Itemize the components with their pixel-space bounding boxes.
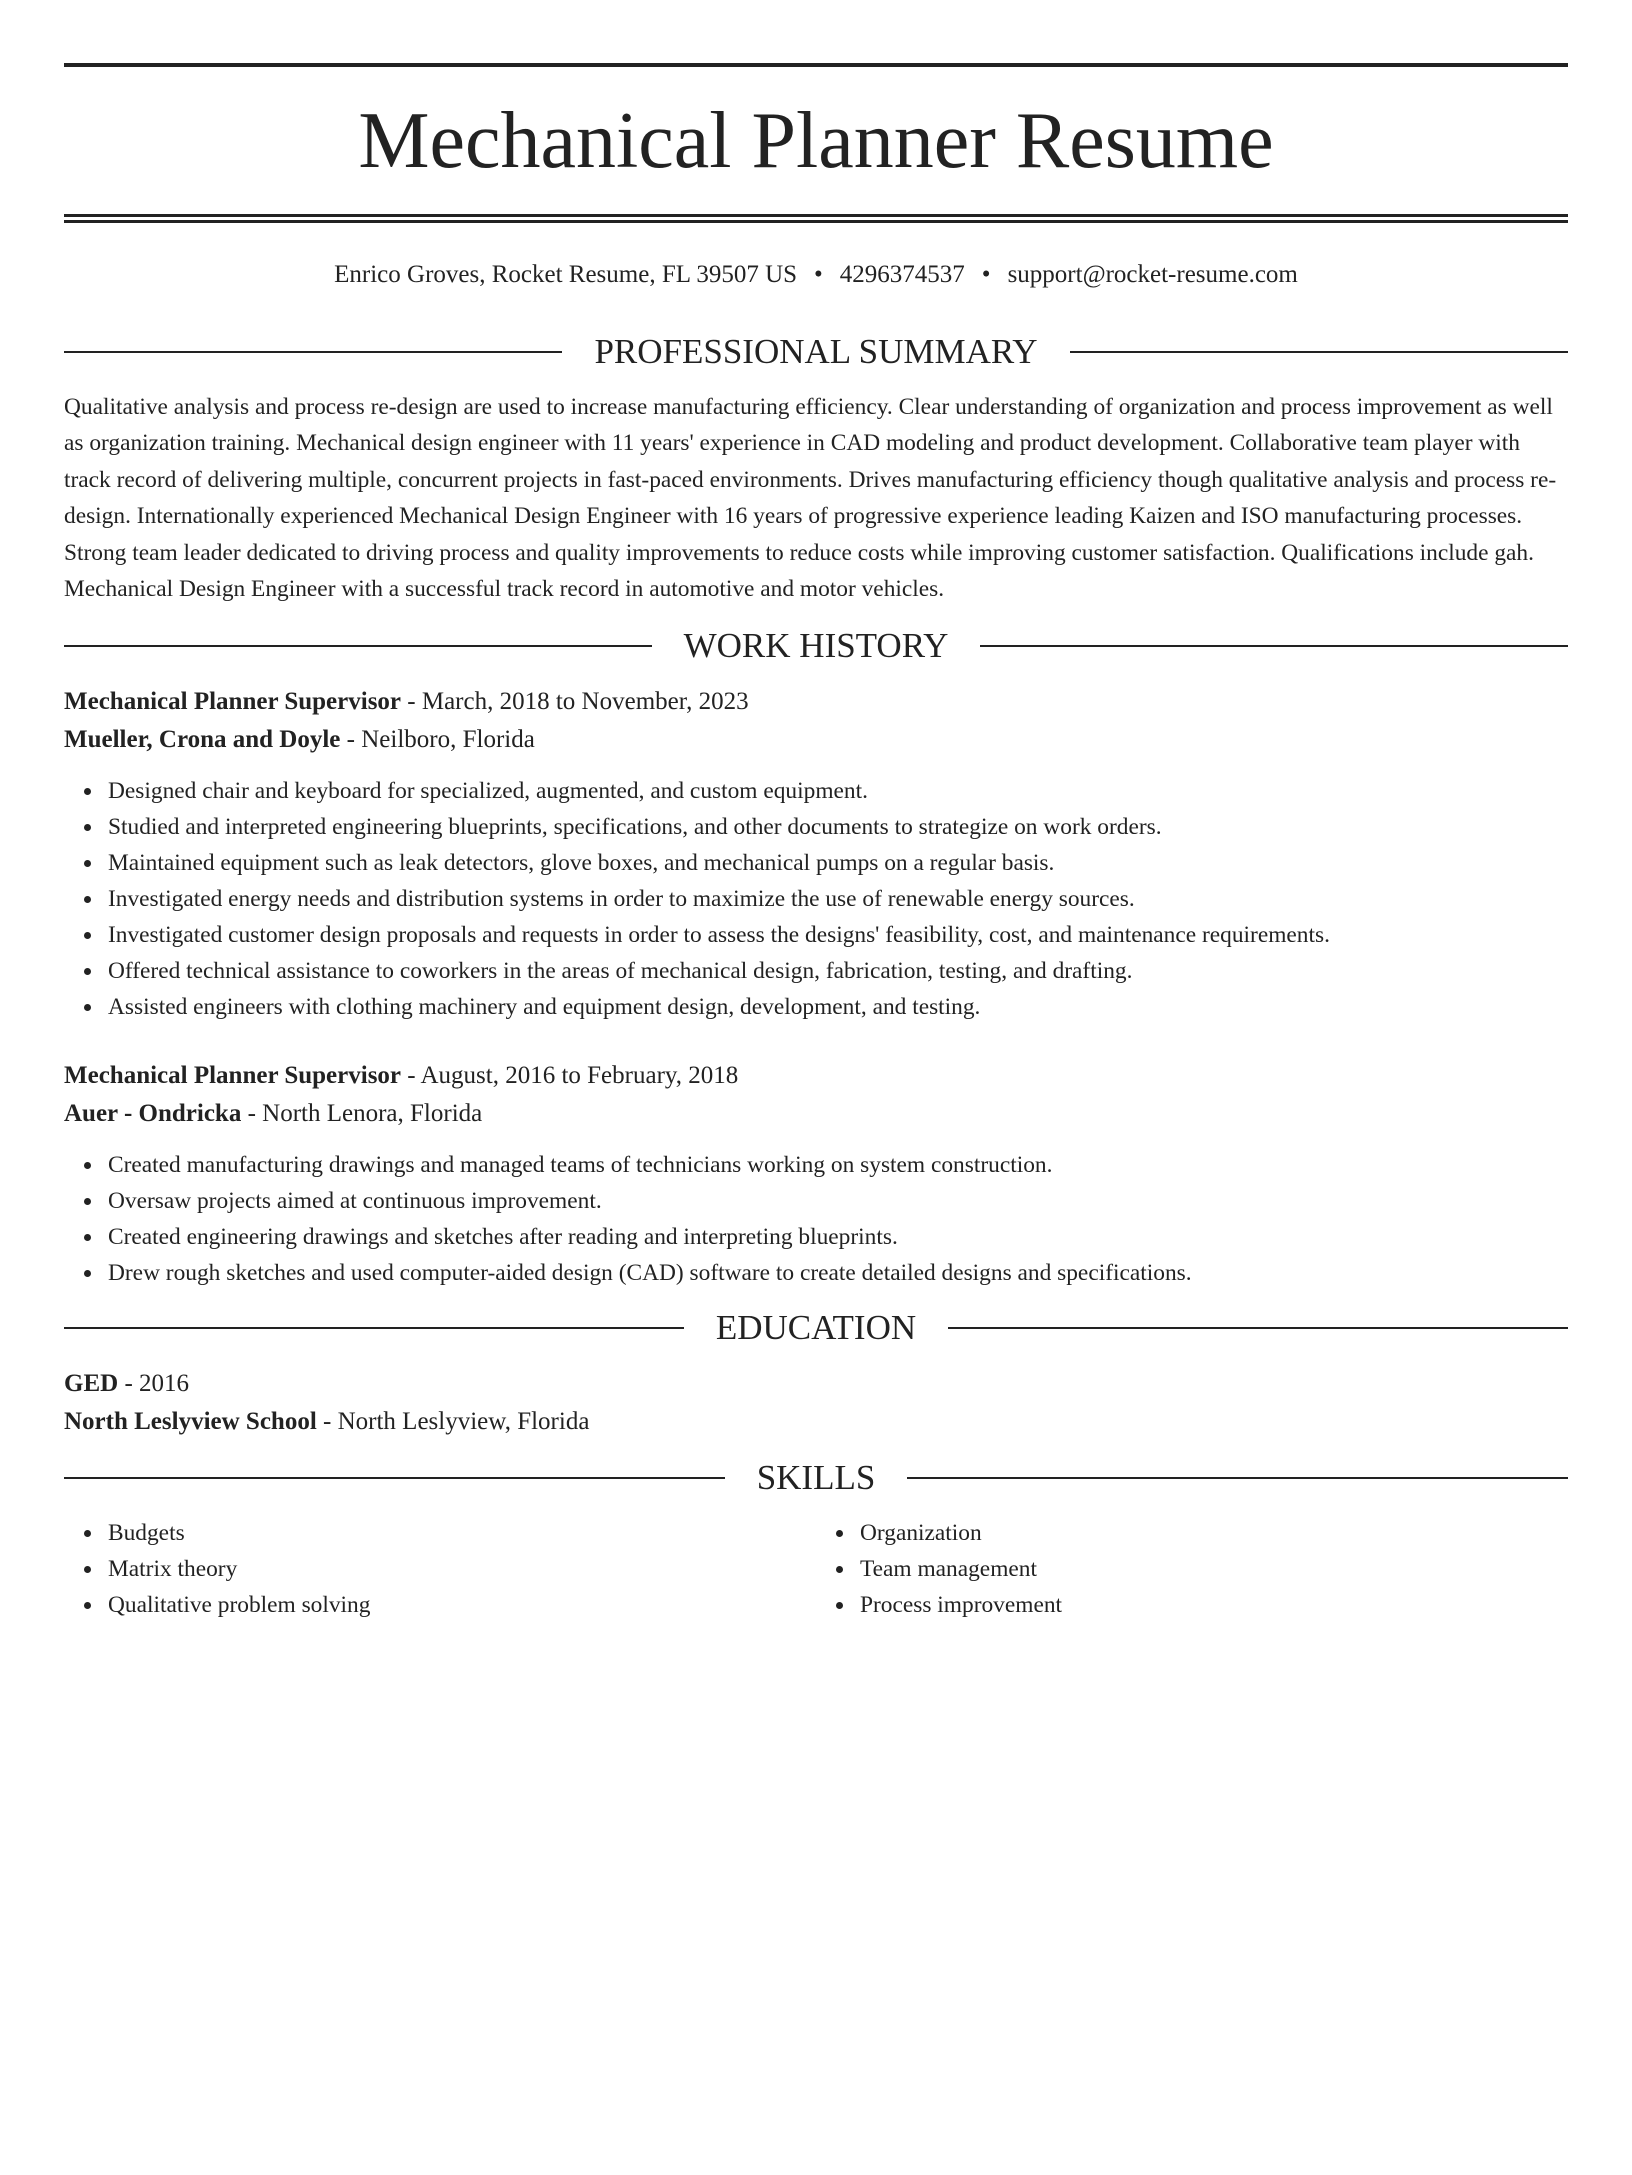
education-location: - North Leslyview, Florida bbox=[316, 1408, 590, 1436]
education-degree: GED bbox=[64, 1370, 119, 1398]
section-title: WORK HISTORY bbox=[683, 626, 949, 666]
section-heading-skills bbox=[64, 1455, 1568, 1501]
section-heading-work bbox=[64, 623, 1568, 669]
contact-address: Enrico Groves, Rocket Resume, FL 39507 US bbox=[334, 261, 798, 288]
job-company-line bbox=[64, 721, 1568, 759]
contact-separator: • bbox=[814, 261, 823, 288]
job-company-line bbox=[64, 1095, 1568, 1133]
section-heading-education bbox=[64, 1305, 1568, 1351]
job-company: Mueller, Crona and Doyle bbox=[64, 726, 341, 754]
heading-rule-left bbox=[64, 351, 562, 353]
heading-rule-right bbox=[980, 645, 1568, 647]
job-role: Mechanical Planner Supervisor bbox=[64, 688, 402, 716]
top-rule bbox=[64, 63, 1568, 67]
job-location: - North Lenora, Florida bbox=[241, 1100, 483, 1128]
job-role: Mechanical Planner Supervisor bbox=[64, 1062, 402, 1090]
skill-item: Process improvement bbox=[860, 1587, 1568, 1623]
contact-separator: • bbox=[981, 261, 991, 288]
heading-rule-left bbox=[64, 1477, 725, 1479]
education-school: North Leslyview School bbox=[64, 1408, 317, 1436]
job-bullets bbox=[64, 1147, 1568, 1291]
list-item: Oversaw projects aimed at continuous improvement. bbox=[108, 1183, 1568, 1219]
job-entry bbox=[64, 683, 1568, 1025]
summary-text: Qualitative analysis and process re-design are used to increase manufacturing efficiency. Clear understanding of organization and process improvement as well as organization training. Mechanical design engineer with 11 years' experience in CAD modeling and product development. Collaborative team player with track record of delivering multiple, concurrent projects in fast-paced environments. Drives manufacturing efficiency though qualitative analysis and process re-design. Internationally experienced Mechanical Design Engineer with 16 years of progressive experience leading Kaizen and ISO manufacturing processes. Strong team leader dedicated to driving process and quality improvements to reduce costs while improving customer satisfaction. Qualifications include gah. Mechanical Design Engineer with a successful track record in automotive and motor vehicles. bbox=[64, 394, 1557, 603]
job-title-line bbox=[64, 1057, 1568, 1095]
job-entry bbox=[64, 1057, 1568, 1291]
job-location: - Neilboro, Florida bbox=[340, 726, 535, 754]
list-item: Maintained equipment such as leak detectors, glove boxes, and mechanical pumps on a regular basis. bbox=[108, 845, 1568, 881]
list-item: Studied and interpreted engineering blueprints, specifications, and other documents to strategize on work orders. bbox=[108, 809, 1568, 845]
contact-email: support@rocket-resume.com bbox=[1007, 261, 1298, 288]
skill-item: Matrix theory bbox=[108, 1551, 816, 1587]
job-company: Auer - Ondricka bbox=[64, 1100, 242, 1128]
job-dates: - August, 2016 to February, 2018 bbox=[401, 1062, 739, 1090]
page-title: Mechanical Planner Resume bbox=[358, 97, 1274, 185]
list-item: Offered technical assistance to coworkers in the areas of mechanical design, fabrication, testing, and drafting. bbox=[108, 953, 1568, 989]
heading-rule-right bbox=[948, 1327, 1568, 1329]
skill-item: Qualitative problem solving bbox=[108, 1587, 816, 1623]
contact-phone: 4296374537 bbox=[839, 261, 965, 288]
job-dates: - March, 2018 to November, 2023 bbox=[401, 688, 749, 716]
skills-column-right bbox=[816, 1515, 1568, 1623]
education-year: - 2016 bbox=[118, 1370, 190, 1398]
contact-line bbox=[64, 259, 1568, 291]
list-item: Created manufacturing drawings and managed teams of technicians working on system construction. bbox=[108, 1147, 1568, 1183]
skills-grid bbox=[64, 1515, 1568, 1623]
heading-rule-right bbox=[1070, 351, 1568, 353]
list-item: Investigated energy needs and distribution systems in order to maximize the use of renewable energy sources. bbox=[108, 881, 1568, 917]
section-title: PROFESSIONAL SUMMARY bbox=[594, 332, 1038, 371]
skill-item: Budgets bbox=[108, 1515, 816, 1551]
section-title: EDUCATION bbox=[715, 1308, 917, 1348]
section-title: SKILLS bbox=[756, 1458, 876, 1498]
section-heading-summary bbox=[64, 329, 1568, 375]
education-entry bbox=[64, 1365, 1568, 1441]
heading-rule-right bbox=[907, 1477, 1568, 1479]
list-item: Investigated customer design proposals and requests in order to assess the designs' feasibility, cost, and maintenance requirements. bbox=[108, 917, 1568, 953]
list-item: Designed chair and keyboard for specialized, augmented, and custom equipment. bbox=[108, 773, 1568, 809]
list-item: Assisted engineers with clothing machinery and equipment design, development, and testing. bbox=[108, 989, 1568, 1025]
heading-rule-left bbox=[64, 645, 652, 647]
heading-rule-left bbox=[64, 1327, 684, 1329]
education-school-line bbox=[64, 1403, 1568, 1441]
job-title-line bbox=[64, 683, 1568, 721]
resume-page bbox=[0, 63, 1632, 2175]
list-item: Drew rough sketches and used computer-aided design (CAD) software to create detailed designs and specifications. bbox=[108, 1255, 1568, 1291]
skill-item: Team management bbox=[860, 1551, 1568, 1587]
skills-column-left bbox=[64, 1515, 816, 1623]
job-bullets bbox=[64, 773, 1568, 1025]
list-item: Created engineering drawings and sketches after reading and interpreting blueprints. bbox=[108, 1219, 1568, 1255]
education-degree-line bbox=[64, 1365, 1568, 1403]
title-double-rule bbox=[64, 214, 1568, 223]
skill-item: Organization bbox=[860, 1515, 1568, 1551]
